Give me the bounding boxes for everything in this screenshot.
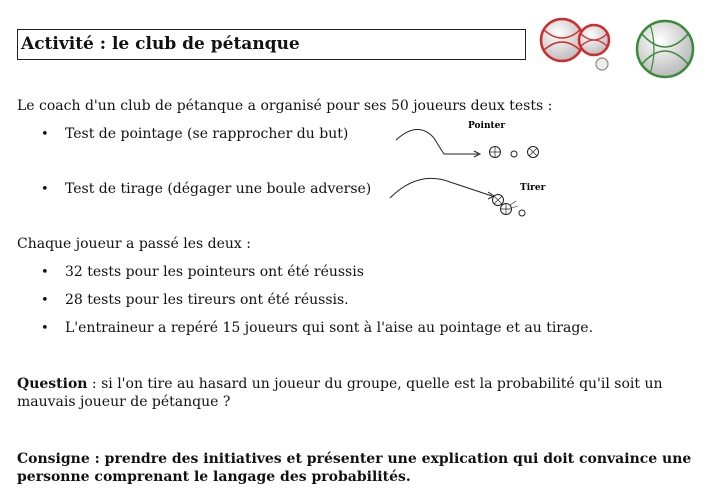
petanque-green-ball-icon <box>634 18 696 80</box>
instruction-paragraph <box>17 450 697 486</box>
bullet-symbol: • <box>41 321 49 336</box>
bullet-symbol: • <box>41 265 49 280</box>
bullet-symbol: • <box>41 127 49 142</box>
results-intro: Chaque joueur a passé les deux : <box>17 236 251 252</box>
question-label: Question <box>17 376 88 392</box>
intro-text: Le coach d'un club de pétanque a organisé pour ses 50 joueurs deux tests : <box>17 98 553 114</box>
instruction-label: Consigne <box>17 451 90 467</box>
question-text: : si l'on tire au hasard un joueur du groupe, quelle est la probabilité qu'il soit un mauvais joueur de pétanque ? <box>17 376 663 410</box>
pointer-diagram <box>392 118 552 166</box>
tirer-diagram <box>388 172 548 224</box>
petanque-red-balls-icon <box>536 16 616 76</box>
bullet-symbol: • <box>41 293 49 308</box>
test-tirage-label: Test de tirage (dégager une boule adverse) <box>65 181 372 197</box>
bullet-symbol: • <box>41 182 49 197</box>
page-title: Activité : le club de pétanque <box>17 29 526 60</box>
pointer-diagram-label: Pointer <box>468 121 506 131</box>
tirer-diagram-label: Tirer <box>520 183 546 193</box>
test-pointage-label: Test de pointage (se rapprocher du but) <box>65 126 349 142</box>
result-item: 32 tests pour les pointeurs ont été réussis <box>65 264 364 280</box>
result-item: L'entraineur a repéré 15 joueurs qui sont à l'aise au pointage et au tirage. <box>65 320 594 336</box>
instruction-text: : prendre des initiatives et présenter une explication qui doit convaince une personne comprenant le langage des probabilités. <box>17 451 692 485</box>
question-paragraph <box>17 375 697 411</box>
result-item: 28 tests pour les tireurs ont été réussis. <box>65 292 349 308</box>
